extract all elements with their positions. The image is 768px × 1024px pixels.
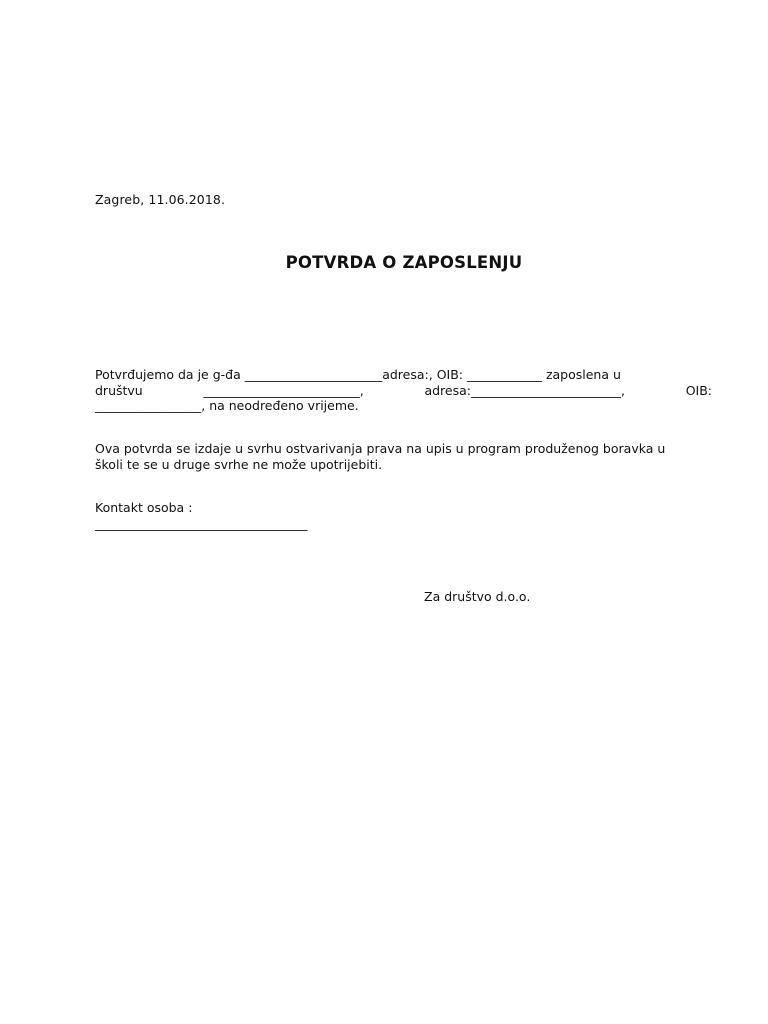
paragraph-text: OIB:	[685, 382, 712, 398]
confirmation-paragraph	[95, 367, 712, 414]
contact-section	[95, 500, 712, 531]
paragraph-line: školi te se u druge svrhe ne može upotrijebiti.	[95, 456, 383, 472]
signature-line: Za društvo d.o.o.	[424, 589, 531, 604]
document-title: POTVRDA O ZAPOSLENJU	[285, 253, 523, 272]
purpose-paragraph	[95, 441, 712, 472]
paragraph-line: Ova potvrda se izdaje u svrhu ostvarivanja prava na upis u program produženog boravka u	[95, 441, 666, 456]
contact-blank: __________________________________	[95, 515, 308, 531]
paragraph-line	[95, 383, 712, 399]
paragraph-line	[95, 367, 712, 383]
company-address-blank: adresa:________________________,	[424, 382, 625, 398]
document-date: Zagreb, 11.06.2018.	[95, 192, 226, 207]
company-name-blank: _________________________,	[203, 382, 364, 398]
paragraph-text: društvu	[95, 382, 143, 398]
paragraph-text: Potvrđujemo da je g-đa ______________________adresa:, OIB: ____________ zaposlena u	[95, 367, 621, 382]
paragraph-line: _________________, na neodređeno vrijeme.	[95, 398, 359, 413]
contact-label: Kontakt osoba :	[95, 500, 193, 515]
